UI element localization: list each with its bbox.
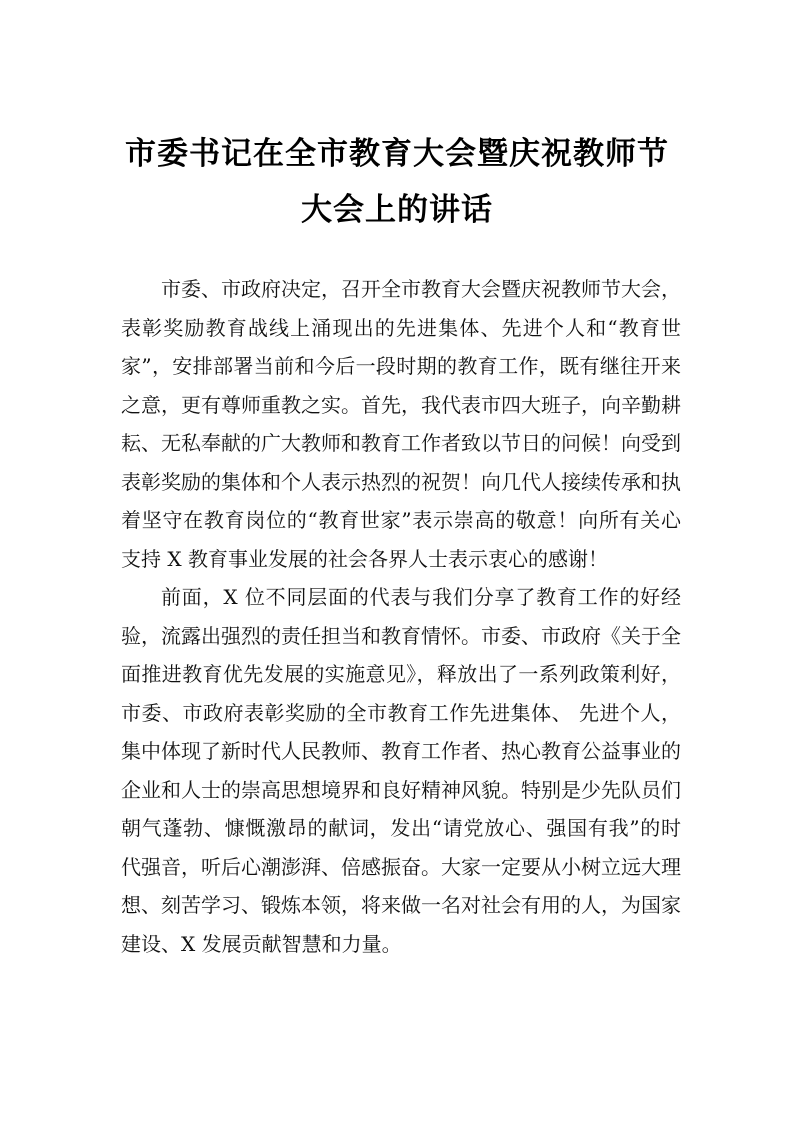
paragraph-second: 前面，X 位不同层面的代表与我们分享了教育工作的好经验，流露出强烈的责任担当和教育情怀。市委、市政府《关于全面推进教育优先发展的实施意见》，释放出了一系列政策利好，市委、市政府表彰奖励的全市教育工作先进集体、 先进个人，集中体现了新时代人民教师、教育工作者、热心教育公益事业的企业和人士的崇高思想境界和良好精神风貌。特别是少先队员们朝气蓬勃、慷慨激昂的献词，发出“请党放心、强国有我”的时代强音，听后心潮澎湃、倍感振奋。大家一定要从小树立远大理想、刻苦学习、锻炼本领，将来做一名对社会有用的人，为国家建设、X 发展贡献智慧和力量。: [121, 585, 681, 956]
document-body: [121, 270, 681, 963]
document-title: 市委书记在全市教育大会暨庆祝教师节大会上的讲话: [125, 136, 669, 228]
paragraph-opening: 市委、市政府决定，召开全市教育大会暨庆祝教师节大会，表彰奖励教育战线上涌现出的先进集体、先进个人和“教育世家”，安排部署当前和今后一段时期的教育工作，既有继往开来之意，更有尊师重教之实。首先，我代表市四大班子，向辛勤耕耘、无私奉献的广大教师和教育工作者致以节日的问候！向受到表彰奖励的集体和个人表示热烈的祝贺！向几代人接续传承和执着坚守在教育岗位的“教育世家”表示崇高的敬意！向所有关心支持 X 教育事业发展的社会各界人士表示衷心的感谢！: [121, 277, 681, 571]
